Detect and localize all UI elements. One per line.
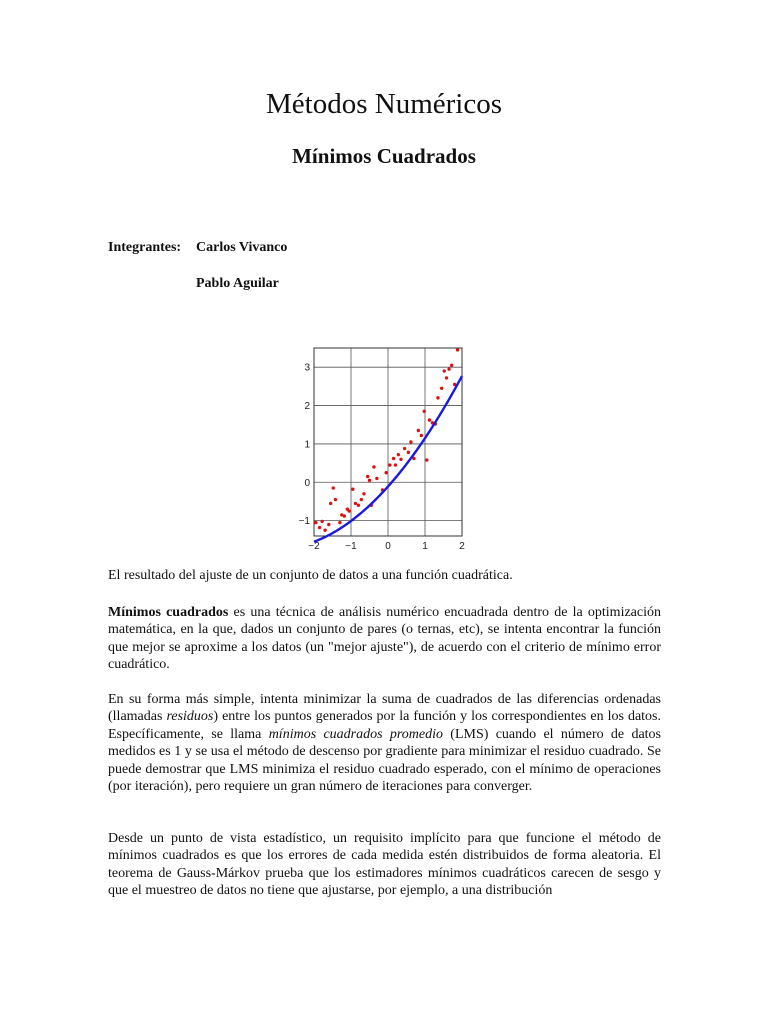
- y-tick-label: 3: [304, 362, 310, 374]
- y-tick-label: 2: [304, 401, 310, 413]
- x-tick-label: −2: [308, 541, 320, 552]
- paragraph-text: (LMS) cuando el número de datos medidos es 1 y se usa el método de descenso por gradiente para minimizar el residuo cuadrado. Se puede demostrar que LMS minimiza el residuo cuadrado esperado, con el mínimo de operaciones (por iteración), pero requiere un gran número de iteraciones para converger.: [108, 726, 661, 795]
- x-tick-label: 1: [422, 541, 428, 552]
- paragraph-text: es una técnica de análisis numérico encuadrada dentro de la optimización matemática, en la que, dados un conjunto de pares (o ternas, etc), se intenta encontrar la función que mejor se aproxime a los datos (un "mejor ajuste"), de acuerdo con el criterio de mínimo error cuadrático.: [108, 605, 661, 673]
- data-point: [397, 453, 400, 456]
- paragraph-text: En su forma más simple, intenta minimizar la suma de cuadrados de las diferencias ordenadas (llamadas: [108, 692, 661, 725]
- data-point: [347, 509, 350, 512]
- y-tick-label: 0: [304, 477, 310, 489]
- data-point: [447, 367, 450, 370]
- member-name: Carlos Vivanco: [196, 240, 288, 255]
- document-title: Métodos Numéricos: [266, 88, 502, 120]
- data-point: [423, 410, 426, 413]
- data-point: [420, 434, 423, 437]
- data-point: [428, 418, 431, 421]
- data-point: [375, 477, 378, 480]
- data-point: [403, 447, 406, 450]
- member-name: Pablo Aguilar: [196, 276, 279, 291]
- paragraph-text: ) entre los puntos generados por la función y los correspondientes en los datos. Específicamente, se llama: [108, 709, 662, 742]
- data-point: [440, 387, 443, 390]
- data-point: [407, 451, 410, 454]
- data-point: [318, 526, 321, 529]
- data-point: [372, 465, 375, 468]
- data-point: [384, 471, 387, 474]
- term-lms: mínimos cuadrados promedio: [268, 726, 443, 742]
- data-point: [329, 502, 332, 505]
- data-point: [332, 486, 335, 489]
- data-point: [425, 458, 428, 461]
- data-point: [323, 529, 326, 532]
- data-point: [357, 504, 360, 507]
- data-point: [436, 396, 439, 399]
- data-point: [409, 440, 412, 443]
- members-label: Integrantes:: [108, 240, 182, 255]
- data-point: [360, 498, 363, 501]
- data-point: [366, 475, 369, 478]
- data-point: [343, 514, 346, 517]
- data-point: [314, 521, 317, 524]
- term-residuos: residuos: [166, 709, 214, 725]
- document-subtitle: Mínimos Cuadrados: [292, 144, 476, 168]
- data-point: [456, 348, 459, 351]
- x-tick-label: 2: [459, 541, 465, 552]
- data-point: [388, 463, 391, 466]
- data-point: [320, 520, 323, 523]
- figure-caption: El resultado del ajuste de un conjunto de datos a una función cuadrática.: [108, 568, 513, 583]
- quadratic-fit-chart: [300, 340, 472, 554]
- data-point: [334, 498, 337, 501]
- x-tick-label: −1: [345, 541, 357, 552]
- x-tick-label: 0: [385, 541, 391, 552]
- data-point: [392, 457, 395, 460]
- term-minimos-cuadrados: Mínimos cuadrados: [108, 605, 229, 620]
- chart-svg: [300, 340, 472, 554]
- data-point: [394, 463, 397, 466]
- data-point: [399, 458, 402, 461]
- y-tick-label: −1: [298, 516, 310, 528]
- data-point: [417, 429, 420, 432]
- data-point: [368, 479, 371, 482]
- data-point: [327, 523, 330, 526]
- y-tick-label: 1: [304, 439, 310, 451]
- paragraph-residuals: [108, 691, 661, 795]
- data-point: [445, 376, 448, 379]
- data-point: [354, 502, 357, 505]
- data-point: [443, 369, 446, 372]
- data-point: [338, 521, 341, 524]
- data-point: [450, 364, 453, 367]
- paragraph-statistics: Desde un punto de vista estadístico, un requisito implícito para que funcione el método de mínimos cuadrados es que los errores de cada medida estén distribuidos de forma aleatoria. El teorema de Gauss-Márkov prueba que los estimadores mínimos cuadráticos carecen de sesgo y que el muestreo de datos no tiene que ajustarse, por ejemplo, a una distribución: [108, 831, 661, 899]
- data-point: [351, 487, 354, 490]
- paragraph-definition: [108, 604, 661, 674]
- data-point: [362, 492, 365, 495]
